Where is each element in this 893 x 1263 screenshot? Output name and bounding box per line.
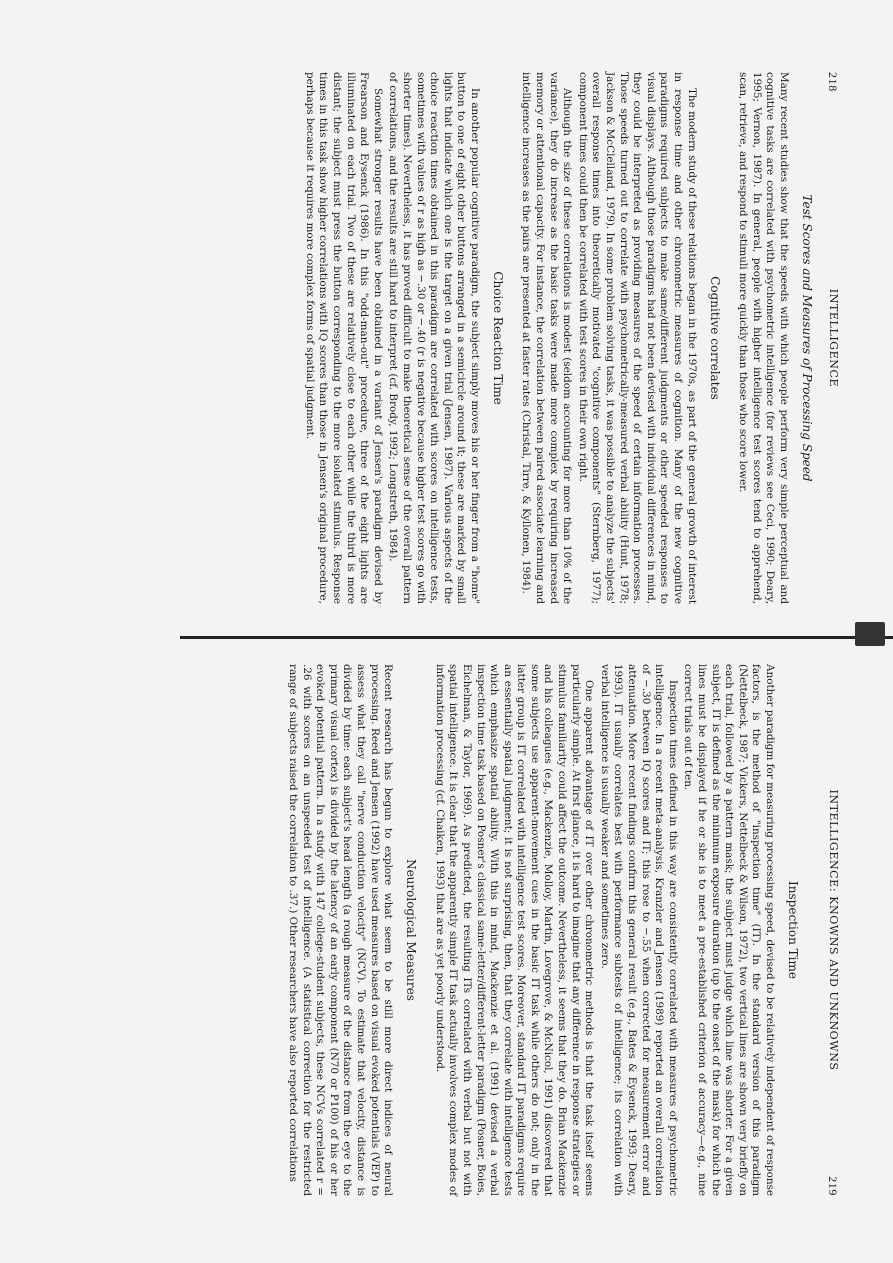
paragraph: Another paradigm for measuring processing speed, devised to be relatively independent of response factors, is the method of "inspection time" (IT). In the standard version of this paradigm (Nettelbeck, 1987; Vickers, Nettelbeck & Wilson, 1972), two vertical lines are shown very briefly on each trial, followed by a pattern mask; the subject must judge which line was shorter. For a given subject, IT is defined as the minimum exposure duration (up to the onset of the mask) for which the lines must be displayed if he or she is to meet a pre-established criterion of accuracy—e.g., nine correct trials out of ten. [682, 664, 776, 1196]
page-number: 219 [826, 1176, 840, 1196]
paragraph: Although the size of these correlations is modest (seldom accounting for more than 10% of the variance), they do increase as the basic tasks were made more complex by requiring increased memory or attentional capacity. For instance, the correlation between paired associate learning and intelligence increases as the pairs are presented at faster rates (Christal, Tirre, & Kyllonen, 1984). [520, 72, 574, 604]
section-title-cognitive-correlates: Cognitive correlates [707, 276, 722, 400]
running-head [814, 664, 840, 1196]
section-title-neurological-measures: Neurological Measures [404, 859, 419, 1001]
paragraph: Recent research has begun to explore what seem to be still more direct indices of neural processing. Reed and Jensen (1992) have used measures based on visual evoked potentials (VEP) to assess what they call "nerve conduction velocity" (NCV). To estimate that velocity, distance is divided by time: each subject's head length (a rough measure of the distance from the eye to the primary visual cortex) is divided by the latency of an early component (N70 or P100) of his or her evoked potential pattern. In a study with 147 college-student subjects, these NCVs correlated r = .26 with scores on an unspeeded test of intelligence. (A statistical correction for the restricted range of subjects raised the correlation to .37.) Other researchers have also reported correlations [287, 664, 395, 1196]
page-number: 218 [826, 72, 840, 92]
right-page-219 [50, 650, 850, 1210]
running-head-title: INTELLIGENCE [827, 288, 840, 388]
intro-paragraph: Many recent studies show that the speeds with which people perform very simple perceptual and cognitive tasks are correlated with psychometric intelligence (for reviews see Ceci, 1990; Deary, 1995; Vernon, 1987). In general, people with higher intelligence test scores tend to apprehend, scan, retrieve, and respond to stimuli more quickly than those who score lower. [737, 72, 790, 604]
section-title-inspection-time: Inspection Time [786, 881, 800, 979]
running-head [814, 72, 840, 604]
paragraph: One apparent advantage of IT over other chronometric methods is that the task itself seems particularly simple. At first glance, it is hard to imagine that any difference in response strategies or stimulus familiarity could affect the outcome. Nevertheless, it seems that they do. Brian Mackenzie and his colleagues (e.g., Mackenzie, Molloy, Martin, Lovegrove, & McNicol, 1991) discovered that some subjects use apparent-movement cues in the basic IT task while others do not; only in the latter group is IT correlated with intelligence test scores. Moreover, standard IT paradigms require an essentially spatial judgment; it is not surprising, then, that they correlate with intelligence tests which emphasize spatial ability. With this in mind, Mackenzie et al. (1991) devised a verbal inspection time task based on Posner's classical same-letter/different-letter paradigm (Posner, Boies, Eichelman, & Taylor, 1969). As predicted, the resulting ITs correlated with verbal but not with spatial intelligence. It is clear that the apparently simple IT task actually involves complex modes of information processing (cf. Chaiken, 1993) that are as yet poorly understood. [433, 664, 596, 1196]
paragraph: The modern study of these relations began in the 1970s, as part of the general growth of interest in response time and other chronometric measures of cognition. Many of the new cognitive paradigms required subjects to make same/different judgments or other speeded responses to visual displays. Although those paradigms had not been devised with individual differences in mind, they could be interpreted as providing measures of the speed of certain information processes. Those speeds turned out to correlate with psychometrically-measured verbal ability (Hunt, 1978; Jackson & McClelland, 1979). In some problem solving tasks, it was possible to analyze the subjects' overall response times into theoretically motivated "cognitive components" (Sternberg, 1977); component times could then be correlated with test scores in their own right. [576, 72, 698, 604]
book-spine-divider [180, 636, 893, 639]
running-head-title: INTELLIGENCE: KNOWNS AND UNKNOWNS [827, 789, 840, 1071]
section-title-choice-reaction-time: Choice Reaction Time [490, 271, 505, 405]
binding-mark [855, 622, 885, 646]
paragraph: In another popular cognitive paradigm, the subject simply moves his or her finger from a "home" button to one of eight other buttons arranged in a semicircle around it; these are marked by small lights that indicate which one is the target on a given trial (Jensen, 1987). Various aspects of the choice reaction times obtained in this paradigm are correlated with scores on intelligence tests, sometimes with values of r as high as −.30 or −.40 (r is negative because higher test scores go with shorter times). Nevertheless, it has proved difficult to make theoretical sense of the overall pattern of correlations, and the results are still hard to interpret (cf. Brody, 1992; Longstreth, 1984). [387, 72, 481, 604]
chapter-head: Test Scores and Measures of Processing Speed [800, 194, 814, 482]
paragraph: Inspection times defined in this way are consistently correlated with measures of psychometric intelligence. In a recent meta-analysis, Kranzler and Jensen (1989) reported an overall correlation of −.30 between IQ scores and IT; this rose to −.55 when corrected for measurement error and attenuation. More recent findings confirm this general result (e.g., Bates & Eysenck, 1993; Deary, 1993). IT usually correlates best with performance subtests of intelligence; its correlation with verbal intelligence is usually weaker and sometimes zero. [598, 664, 679, 1196]
left-page-218 [50, 58, 850, 618]
paragraph: Somewhat stronger results have been obtained in a variant of Jensen's paradigm devised by Frearson and Eysenck (1986). In this "odd-man-out" procedure, three of the eight lights are illuminated on each trial. Two of these are relatively close to each other while the third is more distant; the subject must press the button corresponding to the more isolated stimulus. Response times in this task show higher correlations with IQ scores than those in Jensen's original procedure, perhaps because it requires more complex forms of spatial judgment. [303, 72, 384, 604]
